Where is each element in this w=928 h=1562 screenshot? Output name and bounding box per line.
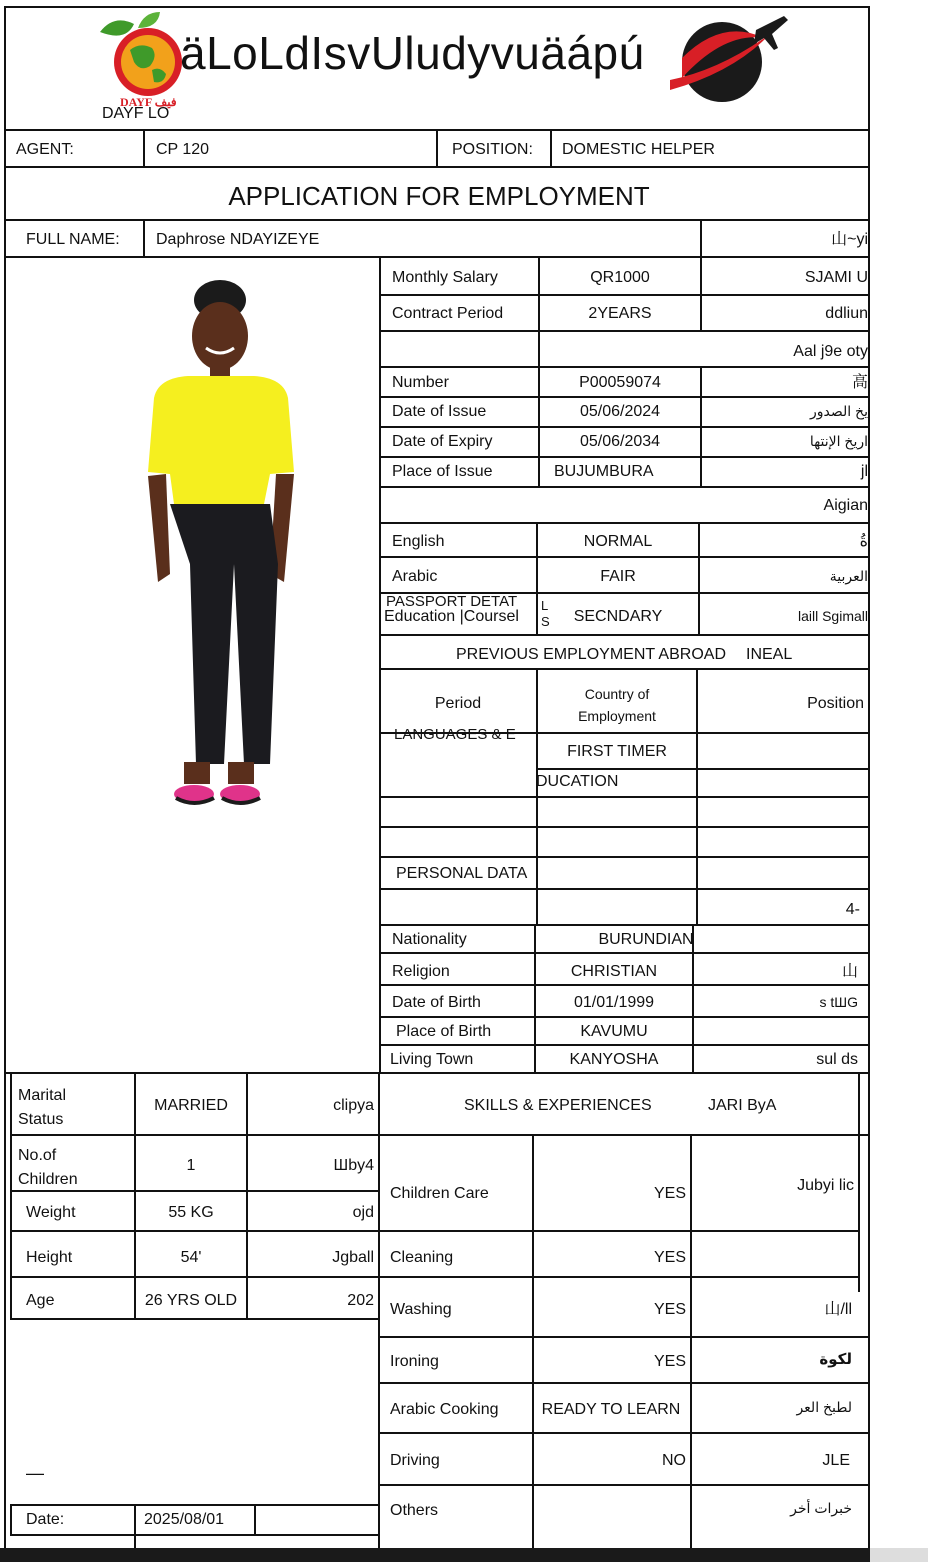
passport-header-arabic: Aal j9e oty xyxy=(793,343,868,360)
applicant-photo xyxy=(136,278,306,818)
first-timer-value: FIRST TIMER xyxy=(567,743,667,760)
prev-employment-title: PREVIOUS EMPLOYMENT ABROAD xyxy=(456,646,726,663)
date-label: Date: xyxy=(26,1511,65,1528)
nationality-value: BURUNDIAN xyxy=(598,931,694,948)
airline-logo xyxy=(660,10,800,110)
english-value: NORMAL xyxy=(583,533,653,550)
form-title: APPLICATION FOR EMPLOYMENT xyxy=(228,181,650,211)
skill-driving-arabic: JLE xyxy=(822,1452,850,1469)
contract-label: Contract Period xyxy=(392,305,504,322)
contract-arabic: ddliun xyxy=(825,305,868,322)
full-name-value: Daphrose NDAYIZEYE xyxy=(156,231,320,248)
agent-value: CP 120 xyxy=(156,141,210,158)
bottom-border-band xyxy=(0,1548,928,1562)
birth-date-arabic: s tШG xyxy=(819,994,858,1010)
passport-number-value: P00059074 xyxy=(579,374,661,391)
position-label: POSITION: xyxy=(452,141,533,158)
religion-label: Religion xyxy=(392,963,450,980)
weight-arabic: ojd xyxy=(352,1204,374,1221)
children-value: 1 xyxy=(186,1157,196,1174)
passport-detail-overlay: PASSPORT DETAT xyxy=(386,593,518,610)
contract-value: 2YEARS xyxy=(588,305,652,322)
issue-date-arabic: يخ الصدور xyxy=(810,403,868,419)
skill-others-label: Others xyxy=(390,1502,439,1519)
birth-date-label: Date of Birth xyxy=(392,994,481,1011)
skill-arabic-cooking-label: Arabic Cooking xyxy=(390,1401,499,1418)
skill-cleaning-value: YES xyxy=(653,1249,686,1266)
marital-value: MARRIED xyxy=(154,1097,228,1114)
skill-ironing-arabic: لكوة xyxy=(819,1351,852,1368)
skill-ironing-value: YES xyxy=(653,1353,686,1370)
religion-arabic: 山 xyxy=(841,963,858,980)
expiry-date-arabic: اريخ الإنتها xyxy=(809,433,868,449)
skill-washing-arabic: 山/ll xyxy=(824,1301,852,1318)
living-town-label: Living Town xyxy=(390,1051,474,1068)
weight-label: Weight xyxy=(26,1204,76,1221)
education-label: Education |Coursel xyxy=(384,608,519,625)
expiry-date-value: 05/06/2034 xyxy=(579,433,661,450)
nationality-label: Nationality xyxy=(392,931,467,948)
skill-ironing-label: Ironing xyxy=(390,1353,439,1370)
header-title: äLoLdIsvUludyvuäápú xyxy=(180,27,645,79)
issue-place-value: BUJUMBURA xyxy=(554,463,654,480)
languages-education-overlay: LANGUAGES & E xyxy=(394,726,516,743)
personal-data-title: PERSONAL DATA xyxy=(396,865,528,882)
languages-header-arabic: Aigian xyxy=(823,497,868,514)
arabic-arabic: العربية xyxy=(829,568,868,584)
english-arabic: ةُ xyxy=(859,533,868,550)
skill-washing-value: YES xyxy=(653,1301,686,1318)
salary-label: Monthly Salary xyxy=(392,269,498,286)
skill-others-arabic: خبرات أخر xyxy=(790,1500,852,1516)
position-value: DOMESTIC HELPER xyxy=(562,141,715,158)
logo-caption: DAYF LO xyxy=(102,105,170,122)
date-value: 2025/08/01 xyxy=(144,1511,225,1528)
birth-place-label: Place of Birth xyxy=(396,1023,492,1040)
prev-position-header: Position xyxy=(807,695,864,712)
skill-arabic-cooking-value: READY TO LEARN xyxy=(541,1401,681,1418)
skills-title: SKILLS & EXPERIENCES xyxy=(464,1097,652,1114)
passport-number-label: Number xyxy=(392,374,449,391)
application-form xyxy=(4,6,870,1552)
religion-value: CHRISTIAN xyxy=(570,963,658,980)
age-arabic: 202 xyxy=(347,1292,374,1309)
education-value: SECNDARY xyxy=(573,608,663,625)
salary-arabic: SJAMI U xyxy=(804,269,868,286)
personal-data-arabic: 4- xyxy=(845,901,860,918)
birth-date-value: 01/01/1999 xyxy=(573,994,655,1011)
age-label: Age xyxy=(26,1292,55,1309)
age-value: 26 YRS OLD xyxy=(144,1292,238,1309)
bottom-gray-band xyxy=(870,1548,928,1562)
skill-arabic-cooking-arabic: لطبخ العر xyxy=(796,1399,852,1415)
height-label: Height xyxy=(26,1249,73,1266)
height-arabic: Jgball xyxy=(332,1249,374,1266)
skill-cleaning-label: Cleaning xyxy=(390,1249,454,1266)
issue-date-label: Date of Issue xyxy=(392,403,487,420)
footer-dash: — xyxy=(26,1463,44,1483)
children-arabic: Шby4 xyxy=(333,1157,374,1174)
issue-date-value: 05/06/2024 xyxy=(579,403,661,420)
prev-period-header: Period xyxy=(434,695,482,712)
living-town-arabic: sul ds xyxy=(816,1051,858,1068)
skill-driving-label: Driving xyxy=(390,1452,440,1469)
agent-label: AGENT: xyxy=(16,141,74,158)
skill-driving-value: NO xyxy=(662,1452,686,1469)
salary-value: QR1000 xyxy=(590,269,650,286)
english-label: English xyxy=(392,533,445,550)
prev-employment-arabic: INEAL xyxy=(746,646,793,663)
education-side-letters: L S xyxy=(541,598,550,629)
full-name-arabic: 山~yi xyxy=(831,231,868,248)
arabic-value: FAIR xyxy=(600,568,636,585)
issue-place-arabic: jl xyxy=(860,463,868,480)
expiry-date-label: Date of Expiry xyxy=(392,433,493,450)
skill-children-care-value: YES xyxy=(653,1185,686,1202)
logo-small-text: DAYF فيف xyxy=(120,95,177,109)
skill-children-care-arabic: Jubyi lic xyxy=(797,1177,854,1194)
marital-arabic: clipya xyxy=(333,1097,374,1114)
education-arabic: laill Sgimall xyxy=(797,608,868,624)
education-overlay: DUCATION xyxy=(536,773,619,790)
weight-value: 55 KG xyxy=(168,1204,214,1221)
full-name-label: FULL NAME: xyxy=(26,231,120,248)
birth-place-value: KAVUMU xyxy=(580,1023,648,1040)
prev-country-header: Country of Employment xyxy=(578,686,656,724)
marital-label: Marital Status xyxy=(18,1087,67,1128)
passport-number-arabic: 高 xyxy=(851,374,868,391)
skill-children-care-label: Children Care xyxy=(390,1185,489,1202)
height-value: 54' xyxy=(180,1249,202,1266)
issue-place-label: Place of Issue xyxy=(392,463,493,480)
skill-washing-label: Washing xyxy=(390,1301,452,1318)
skills-title-arabic: JARI ByA xyxy=(708,1097,777,1114)
children-label: No.of Children xyxy=(18,1147,78,1188)
living-town-value: KANYOSHA xyxy=(569,1051,659,1068)
arabic-label: Arabic xyxy=(392,568,438,585)
